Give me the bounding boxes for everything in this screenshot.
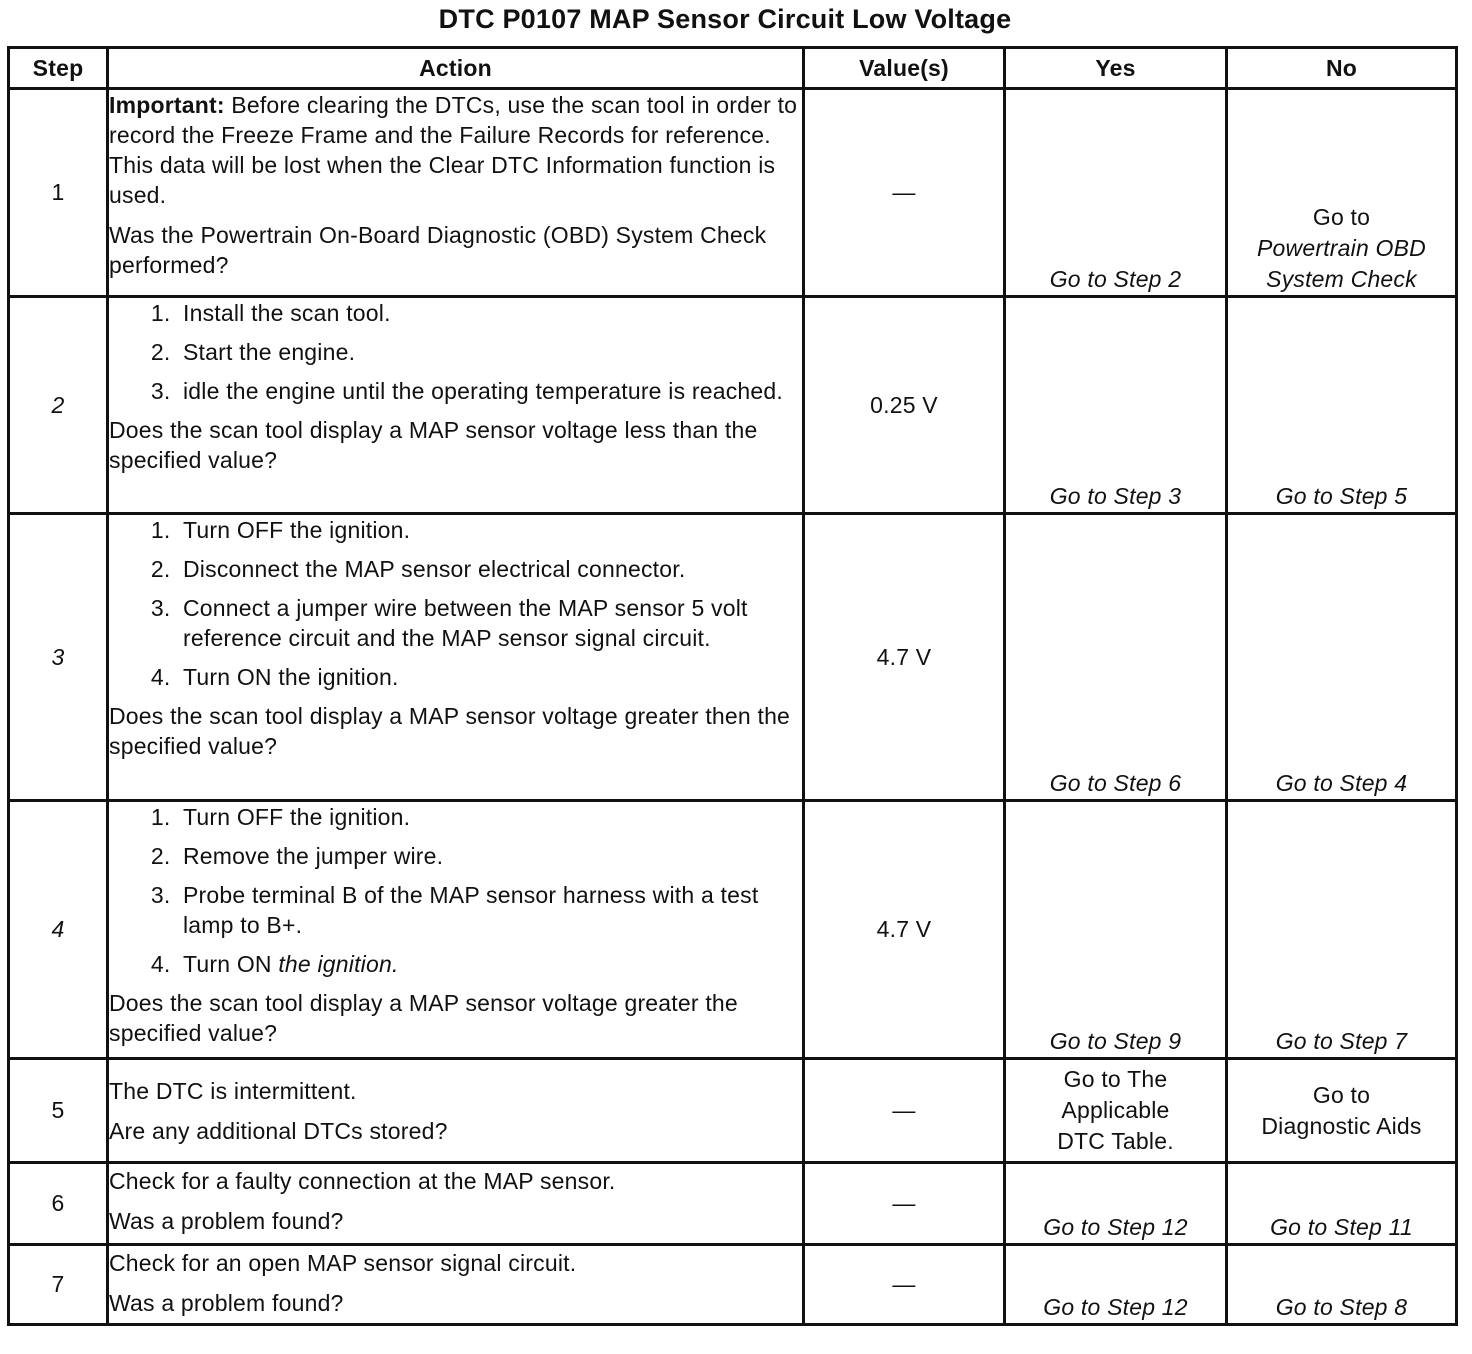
no-text-line: Go to [1312, 204, 1371, 230]
yes-cell [1005, 1059, 1227, 1163]
yes-link[interactable]: Go to Step 9 [1049, 1028, 1182, 1054]
yes-cell [1005, 514, 1227, 801]
table-header-row [9, 48, 1457, 89]
yes-link[interactable]: Go to Step 2 [1049, 266, 1182, 292]
value-cell: — [804, 1245, 1005, 1325]
important-label: Important: [109, 92, 225, 118]
step-number: 2 [9, 297, 108, 514]
list-item: 3. Connect a jumper wire between the MAP sensor 5 volt reference circuit and the MAP sensor signal circuit. [177, 593, 802, 653]
question-text: Was a problem found? [109, 1208, 344, 1234]
list-item: 4. Turn ON the ignition. [177, 662, 802, 692]
value-cell: 4.7 V [804, 801, 1005, 1059]
list-item: 2. Remove the jumper wire. [177, 841, 802, 871]
action-cell [108, 1163, 804, 1245]
value-cell: — [804, 1163, 1005, 1245]
value-cell: — [804, 89, 1005, 297]
list-item: 3. idle the engine until the operating temperature is reached. [177, 376, 802, 406]
list-item: 1. Install the scan tool. [177, 298, 802, 328]
no-link[interactable]: Powertrain OBD System Check [1257, 235, 1426, 292]
no-cell [1227, 1245, 1457, 1325]
header-values: Value(s) [804, 48, 1005, 89]
yes-link[interactable]: Go to Step 12 [1043, 1214, 1188, 1240]
statement-text: Check for a faulty connection at the MAP sensor. [109, 1168, 616, 1194]
header-no: No [1227, 48, 1457, 89]
procedure-list [109, 515, 802, 692]
yes-cell [1005, 1245, 1227, 1325]
table-row [9, 1245, 1457, 1325]
step-number: 3 [9, 514, 108, 801]
question-text: Does the scan tool display a MAP sensor voltage greater then the specified value? [109, 703, 791, 759]
yes-cell [1005, 1163, 1227, 1245]
no-cell [1227, 1059, 1457, 1163]
step-number: 6 [9, 1163, 108, 1245]
no-cell [1227, 801, 1457, 1059]
yes-link[interactable]: Go to The Applicable DTC Table. [1057, 1066, 1174, 1154]
header-action: Action [108, 48, 804, 89]
action-cell [108, 514, 804, 801]
procedure-list [109, 298, 802, 406]
yes-link[interactable]: Go to Step 6 [1049, 770, 1182, 796]
yes-cell [1005, 801, 1227, 1059]
no-cell [1227, 1163, 1457, 1245]
list-item: 3. Probe terminal B of the MAP sensor harness with a test lamp to B+. [177, 880, 802, 940]
no-cell [1227, 297, 1457, 514]
action-cell [108, 1245, 804, 1325]
yes-link[interactable]: Go to Step 12 [1043, 1294, 1188, 1320]
table-row [9, 514, 1457, 801]
list-item: 4. Turn ON the ignition. [177, 949, 802, 979]
action-cell [108, 297, 804, 514]
question-text: Was a problem found? [109, 1290, 344, 1316]
no-cell [1227, 89, 1457, 297]
question-text: Does the scan tool display a MAP sensor voltage greater the specified value? [109, 990, 738, 1046]
no-link[interactable]: Go to Step 4 [1275, 770, 1408, 796]
question-text: Are any additional DTCs stored? [109, 1117, 448, 1144]
statement-text: Check for an open MAP sensor signal circuit. [109, 1250, 577, 1276]
no-cell [1227, 514, 1457, 801]
statement-text: The DTC is intermittent. [109, 1077, 357, 1104]
step-number: 1 [9, 89, 108, 297]
table-row [9, 801, 1457, 1059]
no-link[interactable]: Go to Step 8 [1275, 1294, 1408, 1320]
value-cell: 4.7 V [804, 514, 1005, 801]
table-row [9, 1059, 1457, 1163]
yes-cell [1005, 89, 1227, 297]
yes-link[interactable]: Go to Step 3 [1049, 483, 1182, 509]
header-step: Step [9, 48, 108, 89]
action-cell [108, 1059, 804, 1163]
table-row [9, 1163, 1457, 1245]
list-item: 2. Disconnect the MAP sensor electrical connector. [177, 554, 802, 584]
step-number: 7 [9, 1245, 108, 1325]
table-row [9, 89, 1457, 297]
no-link[interactable]: Go to Diagnostic Aids [1261, 1081, 1422, 1139]
important-text: Before clearing the DTCs, use the scan tool in order to record the Freeze Frame and the Failure Records for reference. This data will be lost when the Clear DTC Information function is used. [109, 92, 798, 208]
action-cell [108, 801, 804, 1059]
value-cell: 0.25 V [804, 297, 1005, 514]
table-row [9, 297, 1457, 514]
list-item: 1. Turn OFF the ignition. [177, 515, 802, 545]
list-item: 1. Turn OFF the ignition. [177, 802, 802, 832]
question-text: Was the Powertrain On-Board Diagnostic (OBD) System Check performed? [109, 222, 767, 278]
no-link[interactable]: Go to Step 11 [1270, 1214, 1413, 1240]
no-link[interactable]: Go to Step 5 [1275, 483, 1408, 509]
list-item: 2. Start the engine. [177, 337, 802, 367]
yes-cell [1005, 297, 1227, 514]
procedure-list [109, 802, 802, 979]
question-text: Does the scan tool display a MAP sensor voltage less than the specified value? [109, 417, 758, 473]
diagnostic-table [7, 46, 1458, 1326]
header-yes: Yes [1005, 48, 1227, 89]
value-cell: — [804, 1059, 1005, 1163]
page-title: DTC P0107 MAP Sensor Circuit Low Voltage [438, 4, 1012, 34]
important-note [109, 90, 802, 210]
no-link[interactable]: Go to Step 7 [1275, 1028, 1408, 1054]
action-cell [108, 89, 804, 297]
step-number: 5 [9, 1059, 108, 1163]
step-number: 4 [9, 801, 108, 1059]
